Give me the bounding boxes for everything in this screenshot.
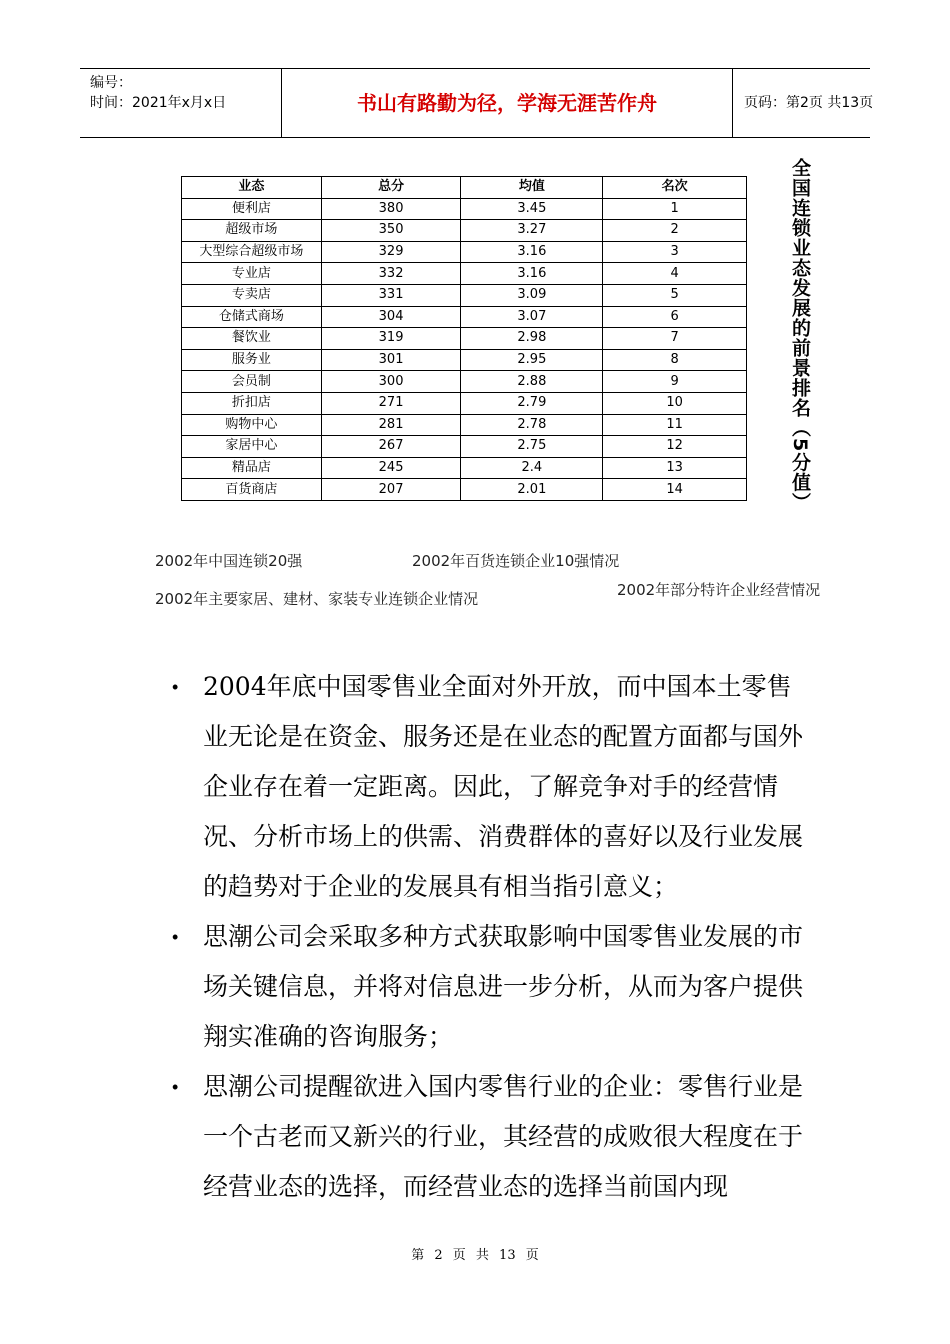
table-cell-total: 267: [321, 436, 461, 458]
table-cell-format: 仓储式商场: [182, 306, 322, 328]
table-cell-format: 家居中心: [182, 436, 322, 458]
motto: 书山有路勤为径，学海无涯苦作舟: [282, 69, 733, 137]
table-cell-rank: 3: [603, 241, 747, 263]
table-cell-mean: 2.79: [461, 392, 603, 414]
table-cell-format: 餐饮业: [182, 328, 322, 350]
table-header-row: [182, 177, 747, 199]
header-cell-total: 总分: [321, 177, 461, 199]
table-cell-total: 304: [321, 306, 461, 328]
table-cell-rank: 5: [603, 284, 747, 306]
table-cell-format: 专业店: [182, 263, 322, 285]
table-cell-total: 245: [321, 457, 461, 479]
table-cell-rank: 12: [603, 436, 747, 458]
table-cell-format: 大型综合超级市场: [182, 241, 322, 263]
table-cell-format: 折扣店: [182, 392, 322, 414]
table-row: [182, 436, 747, 458]
table-cell-mean: 3.16: [461, 263, 603, 285]
table-row: [182, 479, 747, 501]
table-cell-format: 服务业: [182, 349, 322, 371]
table-cell-rank: 14: [603, 479, 747, 501]
bullet-symbol: •: [172, 927, 179, 947]
table-cell-mean: 2.01: [461, 479, 603, 501]
table-cell-mean: 2.4: [461, 457, 603, 479]
table-cell-rank: 8: [603, 349, 747, 371]
link-home-building-chain[interactable]: 2002年主要家居、建材、家装专业连锁企业情况: [155, 590, 479, 608]
page-header: [80, 68, 874, 138]
table-cell-mean: 2.75: [461, 436, 603, 458]
number-label: 编号：: [90, 75, 132, 91]
table-cell-total: 271: [321, 392, 461, 414]
table-row: [182, 284, 747, 306]
header-cell-format: 业态: [182, 177, 322, 199]
table-cell-total: 331: [321, 284, 461, 306]
table-cell-rank: 10: [603, 392, 747, 414]
table-row: [182, 306, 747, 328]
page-info: 页码：第2页 共13页: [744, 95, 874, 111]
table-row: [182, 241, 747, 263]
table-cell-total: 281: [321, 414, 461, 436]
table-cell-mean: 2.78: [461, 414, 603, 436]
table-cell-mean: 3.45: [461, 198, 603, 220]
header-left-cell: [80, 69, 282, 137]
table-cell-mean: 2.88: [461, 371, 603, 393]
table-cell-format: 便利店: [182, 198, 322, 220]
table-cell-format: 百货商店: [182, 479, 322, 501]
table-cell-format: 专卖店: [182, 284, 322, 306]
table-cell-format: 超级市场: [182, 220, 322, 242]
table-cell-mean: 3.07: [461, 306, 603, 328]
table-cell-rank: 4: [603, 263, 747, 285]
bullet-text: 思潮公司会采取多种方式获取影响中国零售业发展的市场关键信息，并将对信息进一步分析，从而为客户提供翔实准确的咨询服务；: [203, 922, 804, 1051]
table-row: [182, 457, 747, 479]
table-vertical-title: 全国连锁业态发展的前景排名（5分值）: [789, 158, 811, 513]
table-cell-rank: 11: [603, 414, 747, 436]
table-cell-total: 301: [321, 349, 461, 371]
table-cell-mean: 3.09: [461, 284, 603, 306]
table-cell-rank: 7: [603, 328, 747, 350]
ranking-table: [181, 176, 747, 501]
table-cell-format: 购物中心: [182, 414, 322, 436]
table-row: [182, 392, 747, 414]
bullet-text: 2004年底中国零售业全面对外开放，而中国本土零售业无论是在资金、服务还是在业态的配置方面都与国外企业存在着一定距离。因此，了解竞争对手的经营情况、分析市场上的供需、消费群体的喜好以及行业发展的趋势对于企业的发展具有相当指引意义；: [203, 672, 804, 901]
bullet-list: [172, 662, 812, 1212]
table-cell-format: 精品店: [182, 457, 322, 479]
link-china-chain-top20[interactable]: 2002年中国连锁20强: [155, 552, 303, 570]
page-footer: 第 2 页 共 13 页: [411, 1248, 539, 1263]
bullet-item: [172, 662, 812, 912]
link-department-store-top10[interactable]: 2002年百货连锁企业10强情况: [412, 552, 620, 570]
bullet-item: [172, 1062, 812, 1212]
bullet-item: [172, 912, 812, 1062]
table-row: [182, 220, 747, 242]
table-cell-mean: 2.98: [461, 328, 603, 350]
table-cell-rank: 2: [603, 220, 747, 242]
header-cell-rank: 名次: [603, 177, 747, 199]
table-cell-rank: 1: [603, 198, 747, 220]
table-row: [182, 349, 747, 371]
link-franchise-operations[interactable]: 2002年部分特许企业经营情况: [617, 581, 821, 599]
bullet-text: 思潮公司提醒欲进入国内零售行业的企业：零售行业是一个古老而又新兴的行业，其经营的成败很大程度在于经营业态的选择，而经营业态的选择当前国内现: [203, 1072, 804, 1201]
table-cell-total: 300: [321, 371, 461, 393]
table-cell-rank: 13: [603, 457, 747, 479]
table-cell-rank: 9: [603, 371, 747, 393]
table-cell-mean: 3.16: [461, 241, 603, 263]
table-cell-total: 350: [321, 220, 461, 242]
table-row: [182, 371, 747, 393]
table-row: [182, 198, 747, 220]
table-cell-total: 380: [321, 198, 461, 220]
table-cell-format: 会员制: [182, 371, 322, 393]
table-row: [182, 414, 747, 436]
bullet-symbol: •: [172, 1077, 179, 1097]
table-row: [182, 263, 747, 285]
table-cell-total: 319: [321, 328, 461, 350]
table-row: [182, 328, 747, 350]
table-cell-total: 329: [321, 241, 461, 263]
bullet-symbol: •: [172, 677, 179, 697]
table-cell-total: 207: [321, 479, 461, 501]
date-label: 时间：2021年x月x日: [90, 95, 227, 111]
table-cell-mean: 3.27: [461, 220, 603, 242]
table-cell-rank: 6: [603, 306, 747, 328]
table-cell-mean: 2.95: [461, 349, 603, 371]
header-cell-mean: 均值: [461, 177, 603, 199]
table-cell-total: 332: [321, 263, 461, 285]
